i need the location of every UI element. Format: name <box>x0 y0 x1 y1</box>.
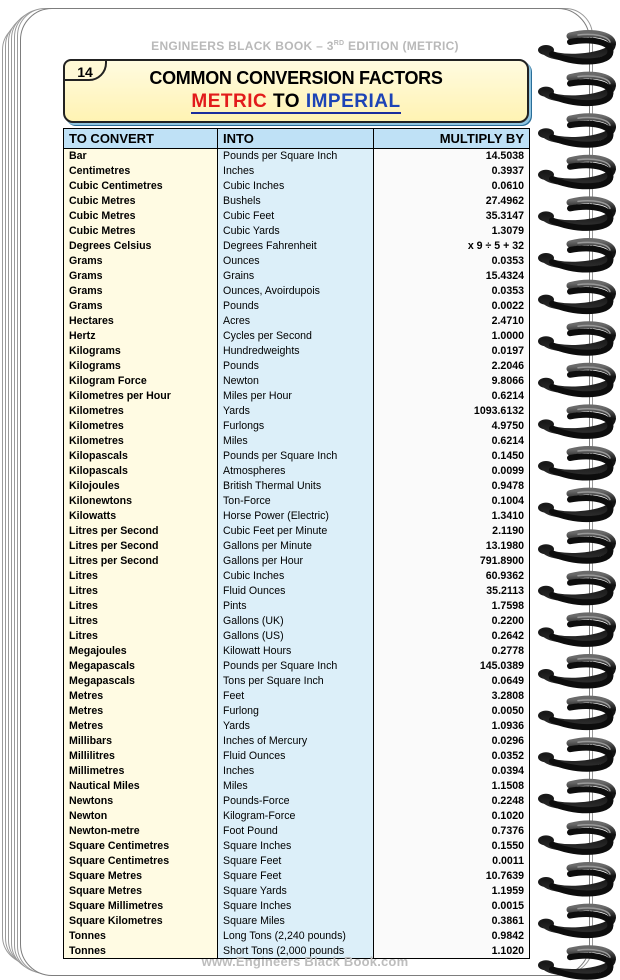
table-row <box>64 794 530 809</box>
cell-multiply-by: 0.3861 <box>374 914 530 929</box>
table-row <box>64 719 530 734</box>
cell-to-convert: Grams <box>64 299 218 314</box>
table-row <box>64 884 530 899</box>
cell-to-convert: Hertz <box>64 329 218 344</box>
cell-into: Pounds per Square Inch <box>218 449 374 464</box>
cell-to-convert: Millilitres <box>64 749 218 764</box>
cell-to-convert: Millimetres <box>64 764 218 779</box>
cell-to-convert: Cubic Metres <box>64 194 218 209</box>
spiral-coil <box>538 75 612 103</box>
spiral-coil <box>538 283 612 311</box>
cell-multiply-by: 9.8066 <box>374 374 530 389</box>
cell-to-convert: Megapascals <box>64 659 218 674</box>
cell-to-convert: Metres <box>64 689 218 704</box>
spiral-coil <box>538 200 612 228</box>
cell-into: Kilogram-Force <box>218 809 374 824</box>
cell-multiply-by: 0.0649 <box>374 674 530 689</box>
book-header <box>21 39 589 53</box>
cell-to-convert: Nautical Miles <box>64 779 218 794</box>
spiral-coil <box>538 117 612 145</box>
table-row <box>64 839 530 854</box>
cell-to-convert: Kilopascals <box>64 449 218 464</box>
cell-to-convert: Cubic Centimetres <box>64 179 218 194</box>
table-row <box>64 644 530 659</box>
cell-multiply-by: 0.6214 <box>374 434 530 449</box>
cell-into: Miles <box>218 434 374 449</box>
spiral-coil <box>538 824 612 852</box>
table-row <box>64 584 530 599</box>
cell-into: Pounds <box>218 299 374 314</box>
cell-into: Cycles per Second <box>218 329 374 344</box>
cell-to-convert: Litres <box>64 629 218 644</box>
cell-to-convert: Kilometres <box>64 434 218 449</box>
cell-multiply-by: 0.1004 <box>374 494 530 509</box>
cell-into: Kilowatt Hours <box>218 644 374 659</box>
cell-into: Miles <box>218 779 374 794</box>
table-row <box>64 299 530 314</box>
page-number: 14 <box>77 64 93 80</box>
cell-to-convert: Newtons <box>64 794 218 809</box>
cell-multiply-by: 1.1020 <box>374 944 530 959</box>
cell-to-convert: Grams <box>64 254 218 269</box>
book-page <box>20 8 590 976</box>
cell-into: Pints <box>218 599 374 614</box>
table-row <box>64 389 530 404</box>
cell-into: Inches of Mercury <box>218 734 374 749</box>
spiral-coil <box>538 616 612 644</box>
spiral-coil <box>538 574 612 602</box>
cell-into: Gallons per Minute <box>218 539 374 554</box>
cell-into: Furlongs <box>218 419 374 434</box>
cell-multiply-by: 0.0050 <box>374 704 530 719</box>
table-row <box>64 344 530 359</box>
title-box <box>63 59 529 123</box>
cell-to-convert: Megajoules <box>64 644 218 659</box>
spiral-coil <box>538 658 612 686</box>
cell-multiply-by: 0.0610 <box>374 179 530 194</box>
cell-multiply-by: 3.2808 <box>374 689 530 704</box>
cell-to-convert: Millibars <box>64 734 218 749</box>
cell-to-convert: Square Centimetres <box>64 854 218 869</box>
cell-to-convert: Kilogram Force <box>64 374 218 389</box>
table-row <box>64 824 530 839</box>
table-row <box>64 449 530 464</box>
table-row <box>64 404 530 419</box>
table-row <box>64 464 530 479</box>
cell-into: Square Yards <box>218 884 374 899</box>
table-row <box>64 269 530 284</box>
spiral-coil <box>538 34 612 62</box>
table-row <box>64 704 530 719</box>
cell-to-convert: Litres <box>64 584 218 599</box>
cell-to-convert: Centimetres <box>64 164 218 179</box>
table-row <box>64 374 530 389</box>
conversion-table <box>63 128 530 959</box>
cell-multiply-by: 0.1450 <box>374 449 530 464</box>
cell-multiply-by: 1093.6132 <box>374 404 530 419</box>
cell-to-convert: Newton <box>64 809 218 824</box>
cell-to-convert: Litres <box>64 599 218 614</box>
table-header-row <box>64 129 530 149</box>
cell-multiply-by: 2.2046 <box>374 359 530 374</box>
cell-multiply-by: 0.1020 <box>374 809 530 824</box>
footer-url: www.Engineers Black Book.com <box>201 954 409 969</box>
table-row <box>64 689 530 704</box>
table-row <box>64 614 530 629</box>
table-row <box>64 209 530 224</box>
cell-into: Square Feet <box>218 869 374 884</box>
cell-multiply-by: 0.0015 <box>374 899 530 914</box>
cell-to-convert: Litres per Second <box>64 539 218 554</box>
cell-multiply-by: 4.9750 <box>374 419 530 434</box>
cell-multiply-by: 14.5038 <box>374 149 530 164</box>
cell-into: Ounces, Avoirdupois <box>218 284 374 299</box>
table-row <box>64 674 530 689</box>
page-title: COMMON CONVERSION FACTORS <box>149 68 443 88</box>
spiral-coil <box>538 866 612 894</box>
cell-into: Miles per Hour <box>218 389 374 404</box>
cell-multiply-by: 0.2642 <box>374 629 530 644</box>
cell-into: Short Tons (2,000 pounds <box>218 944 374 959</box>
cell-into: Atmospheres <box>218 464 374 479</box>
cell-into: Cubic Yards <box>218 224 374 239</box>
table-row <box>64 284 530 299</box>
cell-into: Pounds per Square Inch <box>218 149 374 164</box>
cell-into: Bushels <box>218 194 374 209</box>
cell-multiply-by: 0.3937 <box>374 164 530 179</box>
cell-to-convert: Litres per Second <box>64 554 218 569</box>
cell-multiply-by: 0.0353 <box>374 254 530 269</box>
table-row <box>64 599 530 614</box>
cell-multiply-by: 145.0389 <box>374 659 530 674</box>
cell-to-convert: Kilojoules <box>64 479 218 494</box>
cell-to-convert: Cubic Metres <box>64 224 218 239</box>
cell-multiply-by: 1.0000 <box>374 329 530 344</box>
spiral-coil <box>538 533 612 561</box>
table-row <box>64 509 530 524</box>
cell-into: Foot Pound <box>218 824 374 839</box>
table-row <box>64 254 530 269</box>
cell-to-convert: Litres <box>64 614 218 629</box>
cell-into: Gallons (US) <box>218 629 374 644</box>
cell-into: Acres <box>218 314 374 329</box>
column-header-to-convert: TO CONVERT <box>64 129 218 149</box>
cell-to-convert: Litres <box>64 569 218 584</box>
spiral-coil <box>538 450 612 478</box>
subtitle-metric: METRIC <box>191 91 268 112</box>
spiral-coil <box>538 366 612 394</box>
table-row <box>64 494 530 509</box>
cell-into: Feet <box>218 689 374 704</box>
cell-multiply-by: 2.1190 <box>374 524 530 539</box>
spiral-coil <box>538 949 612 977</box>
table-row <box>64 179 530 194</box>
cell-into: Fluid Ounces <box>218 749 374 764</box>
table-row <box>64 854 530 869</box>
column-header-into: INTO <box>218 129 374 149</box>
cell-into: Long Tons (2,240 pounds) <box>218 929 374 944</box>
cell-multiply-by: 0.7376 <box>374 824 530 839</box>
cell-into: Cubic Inches <box>218 179 374 194</box>
cell-to-convert: Megapascals <box>64 674 218 689</box>
cell-into: Ton-Force <box>218 494 374 509</box>
table-row <box>64 329 530 344</box>
table-row <box>64 869 530 884</box>
spiral-coil <box>538 242 612 270</box>
cell-multiply-by: 0.6214 <box>374 389 530 404</box>
cell-multiply-by: 0.2200 <box>374 614 530 629</box>
cell-to-convert: Tonnes <box>64 929 218 944</box>
cell-to-convert: Cubic Metres <box>64 209 218 224</box>
cell-to-convert: Kilograms <box>64 359 218 374</box>
table-row <box>64 929 530 944</box>
spiral-coil <box>538 325 612 353</box>
spiral-coil <box>538 907 612 935</box>
cell-into: Gallons per Hour <box>218 554 374 569</box>
cell-to-convert: Tonnes <box>64 944 218 959</box>
cell-multiply-by: 60.9362 <box>374 569 530 584</box>
table-row <box>64 659 530 674</box>
cell-into: Square Feet <box>218 854 374 869</box>
cell-to-convert: Metres <box>64 704 218 719</box>
cell-to-convert: Kilonewtons <box>64 494 218 509</box>
cell-multiply-by: 791.8900 <box>374 554 530 569</box>
table-row <box>64 749 530 764</box>
cell-to-convert: Square Millimetres <box>64 899 218 914</box>
cell-into: Inches <box>218 164 374 179</box>
cell-into: Ounces <box>218 254 374 269</box>
cell-multiply-by: 0.0011 <box>374 854 530 869</box>
cell-to-convert: Square Metres <box>64 869 218 884</box>
cell-to-convert: Metres <box>64 719 218 734</box>
spiral-binding <box>532 0 620 980</box>
cell-multiply-by: 27.4962 <box>374 194 530 209</box>
cell-into: Yards <box>218 719 374 734</box>
table-row <box>64 479 530 494</box>
cell-into: Grains <box>218 269 374 284</box>
cell-multiply-by: 0.0352 <box>374 749 530 764</box>
cell-into: Hundredweights <box>218 344 374 359</box>
page-subtitle <box>65 91 527 113</box>
cell-into: Pounds <box>218 359 374 374</box>
table-row <box>64 434 530 449</box>
table-row <box>64 764 530 779</box>
cell-into: Gallons (UK) <box>218 614 374 629</box>
cell-into: Inches <box>218 764 374 779</box>
cell-multiply-by: 0.9478 <box>374 479 530 494</box>
table-row <box>64 164 530 179</box>
cell-multiply-by: 35.3147 <box>374 209 530 224</box>
table-row <box>64 569 530 584</box>
cell-into: Square Inches <box>218 839 374 854</box>
cell-to-convert: Kilopascals <box>64 464 218 479</box>
cell-to-convert: Newton-metre <box>64 824 218 839</box>
cell-to-convert: Degrees Celsius <box>64 239 218 254</box>
edition-text: EDITION (METRIC) <box>344 39 459 53</box>
cell-to-convert: Kilometres per Hour <box>64 389 218 404</box>
cell-multiply-by: 0.0296 <box>374 734 530 749</box>
table-row <box>64 914 530 929</box>
cell-into: Degrees Fahrenheit <box>218 239 374 254</box>
cell-multiply-by: x 9 ÷ 5 + 32 <box>374 239 530 254</box>
cell-multiply-by: 0.0197 <box>374 344 530 359</box>
cell-to-convert: Grams <box>64 284 218 299</box>
table-row <box>64 419 530 434</box>
table-row <box>64 779 530 794</box>
cell-multiply-by: 1.3410 <box>374 509 530 524</box>
cell-into: British Thermal Units <box>218 479 374 494</box>
table-row <box>64 359 530 374</box>
cell-multiply-by: 1.3079 <box>374 224 530 239</box>
cell-multiply-by: 13.1980 <box>374 539 530 554</box>
cell-multiply-by: 1.1508 <box>374 779 530 794</box>
cell-multiply-by: 0.2248 <box>374 794 530 809</box>
column-header-multiply-by: MULTIPLY BY <box>374 129 530 149</box>
cell-to-convert: Hectares <box>64 314 218 329</box>
cell-multiply-by: 0.0353 <box>374 284 530 299</box>
subtitle-to: TO <box>273 91 301 112</box>
cell-into: Pounds-Force <box>218 794 374 809</box>
table-row <box>64 734 530 749</box>
cell-multiply-by: 2.4710 <box>374 314 530 329</box>
cell-multiply-by: 0.2778 <box>374 644 530 659</box>
cell-to-convert: Kilowatts <box>64 509 218 524</box>
cell-to-convert: Square Kilometres <box>64 914 218 929</box>
table-row <box>64 899 530 914</box>
cell-into: Furlong <box>218 704 374 719</box>
cell-to-convert: Bar <box>64 149 218 164</box>
cell-to-convert: Square Centimetres <box>64 839 218 854</box>
spiral-coil <box>538 741 612 769</box>
cell-into: Yards <box>218 404 374 419</box>
cell-into: Cubic Feet <box>218 209 374 224</box>
book-title: ENGINEERS BLACK BOOK – 3 <box>151 39 334 53</box>
table-row <box>64 194 530 209</box>
cell-multiply-by: 0.9842 <box>374 929 530 944</box>
table-row <box>64 239 530 254</box>
cell-multiply-by: 35.2113 <box>374 584 530 599</box>
cell-to-convert: Litres per Second <box>64 524 218 539</box>
cell-into: Cubic Feet per Minute <box>218 524 374 539</box>
cell-into: Square Miles <box>218 914 374 929</box>
table-row <box>64 539 530 554</box>
cell-multiply-by: 1.1959 <box>374 884 530 899</box>
cell-to-convert: Kilometres <box>64 419 218 434</box>
table-row <box>64 554 530 569</box>
cell-into: Horse Power (Electric) <box>218 509 374 524</box>
spiral-coil <box>538 491 612 519</box>
cell-into: Cubic Inches <box>218 569 374 584</box>
edition-superscript: RD <box>333 40 345 47</box>
cell-multiply-by: 0.0394 <box>374 764 530 779</box>
table-row <box>64 224 530 239</box>
cell-into: Pounds per Square Inch <box>218 659 374 674</box>
table-row <box>64 314 530 329</box>
cell-multiply-by: 1.0936 <box>374 719 530 734</box>
spiral-coil <box>538 782 612 810</box>
cell-multiply-by: 1.7598 <box>374 599 530 614</box>
table-row <box>64 524 530 539</box>
spiral-coil <box>538 408 612 436</box>
cell-to-convert: Square Metres <box>64 884 218 899</box>
subtitle-imperial-space <box>300 91 306 114</box>
spiral-coil <box>538 699 612 727</box>
table-row <box>64 629 530 644</box>
cell-multiply-by: 0.0022 <box>374 299 530 314</box>
cell-multiply-by: 0.0099 <box>374 464 530 479</box>
cell-multiply-by: 10.7639 <box>374 869 530 884</box>
table-body <box>64 149 530 959</box>
cell-to-convert: Grams <box>64 269 218 284</box>
cell-multiply-by: 15.4324 <box>374 269 530 284</box>
cell-to-convert: Kilometres <box>64 404 218 419</box>
cell-to-convert: Kilograms <box>64 344 218 359</box>
table-row <box>64 149 530 164</box>
cell-into: Newton <box>218 374 374 389</box>
subtitle-imperial: IMPERIAL <box>305 91 401 112</box>
table-row <box>64 809 530 824</box>
cell-into: Square Inches <box>218 899 374 914</box>
cell-multiply-by: 0.1550 <box>374 839 530 854</box>
spiral-coil <box>538 158 612 186</box>
cell-into: Fluid Ounces <box>218 584 374 599</box>
cell-into: Tons per Square Inch <box>218 674 374 689</box>
